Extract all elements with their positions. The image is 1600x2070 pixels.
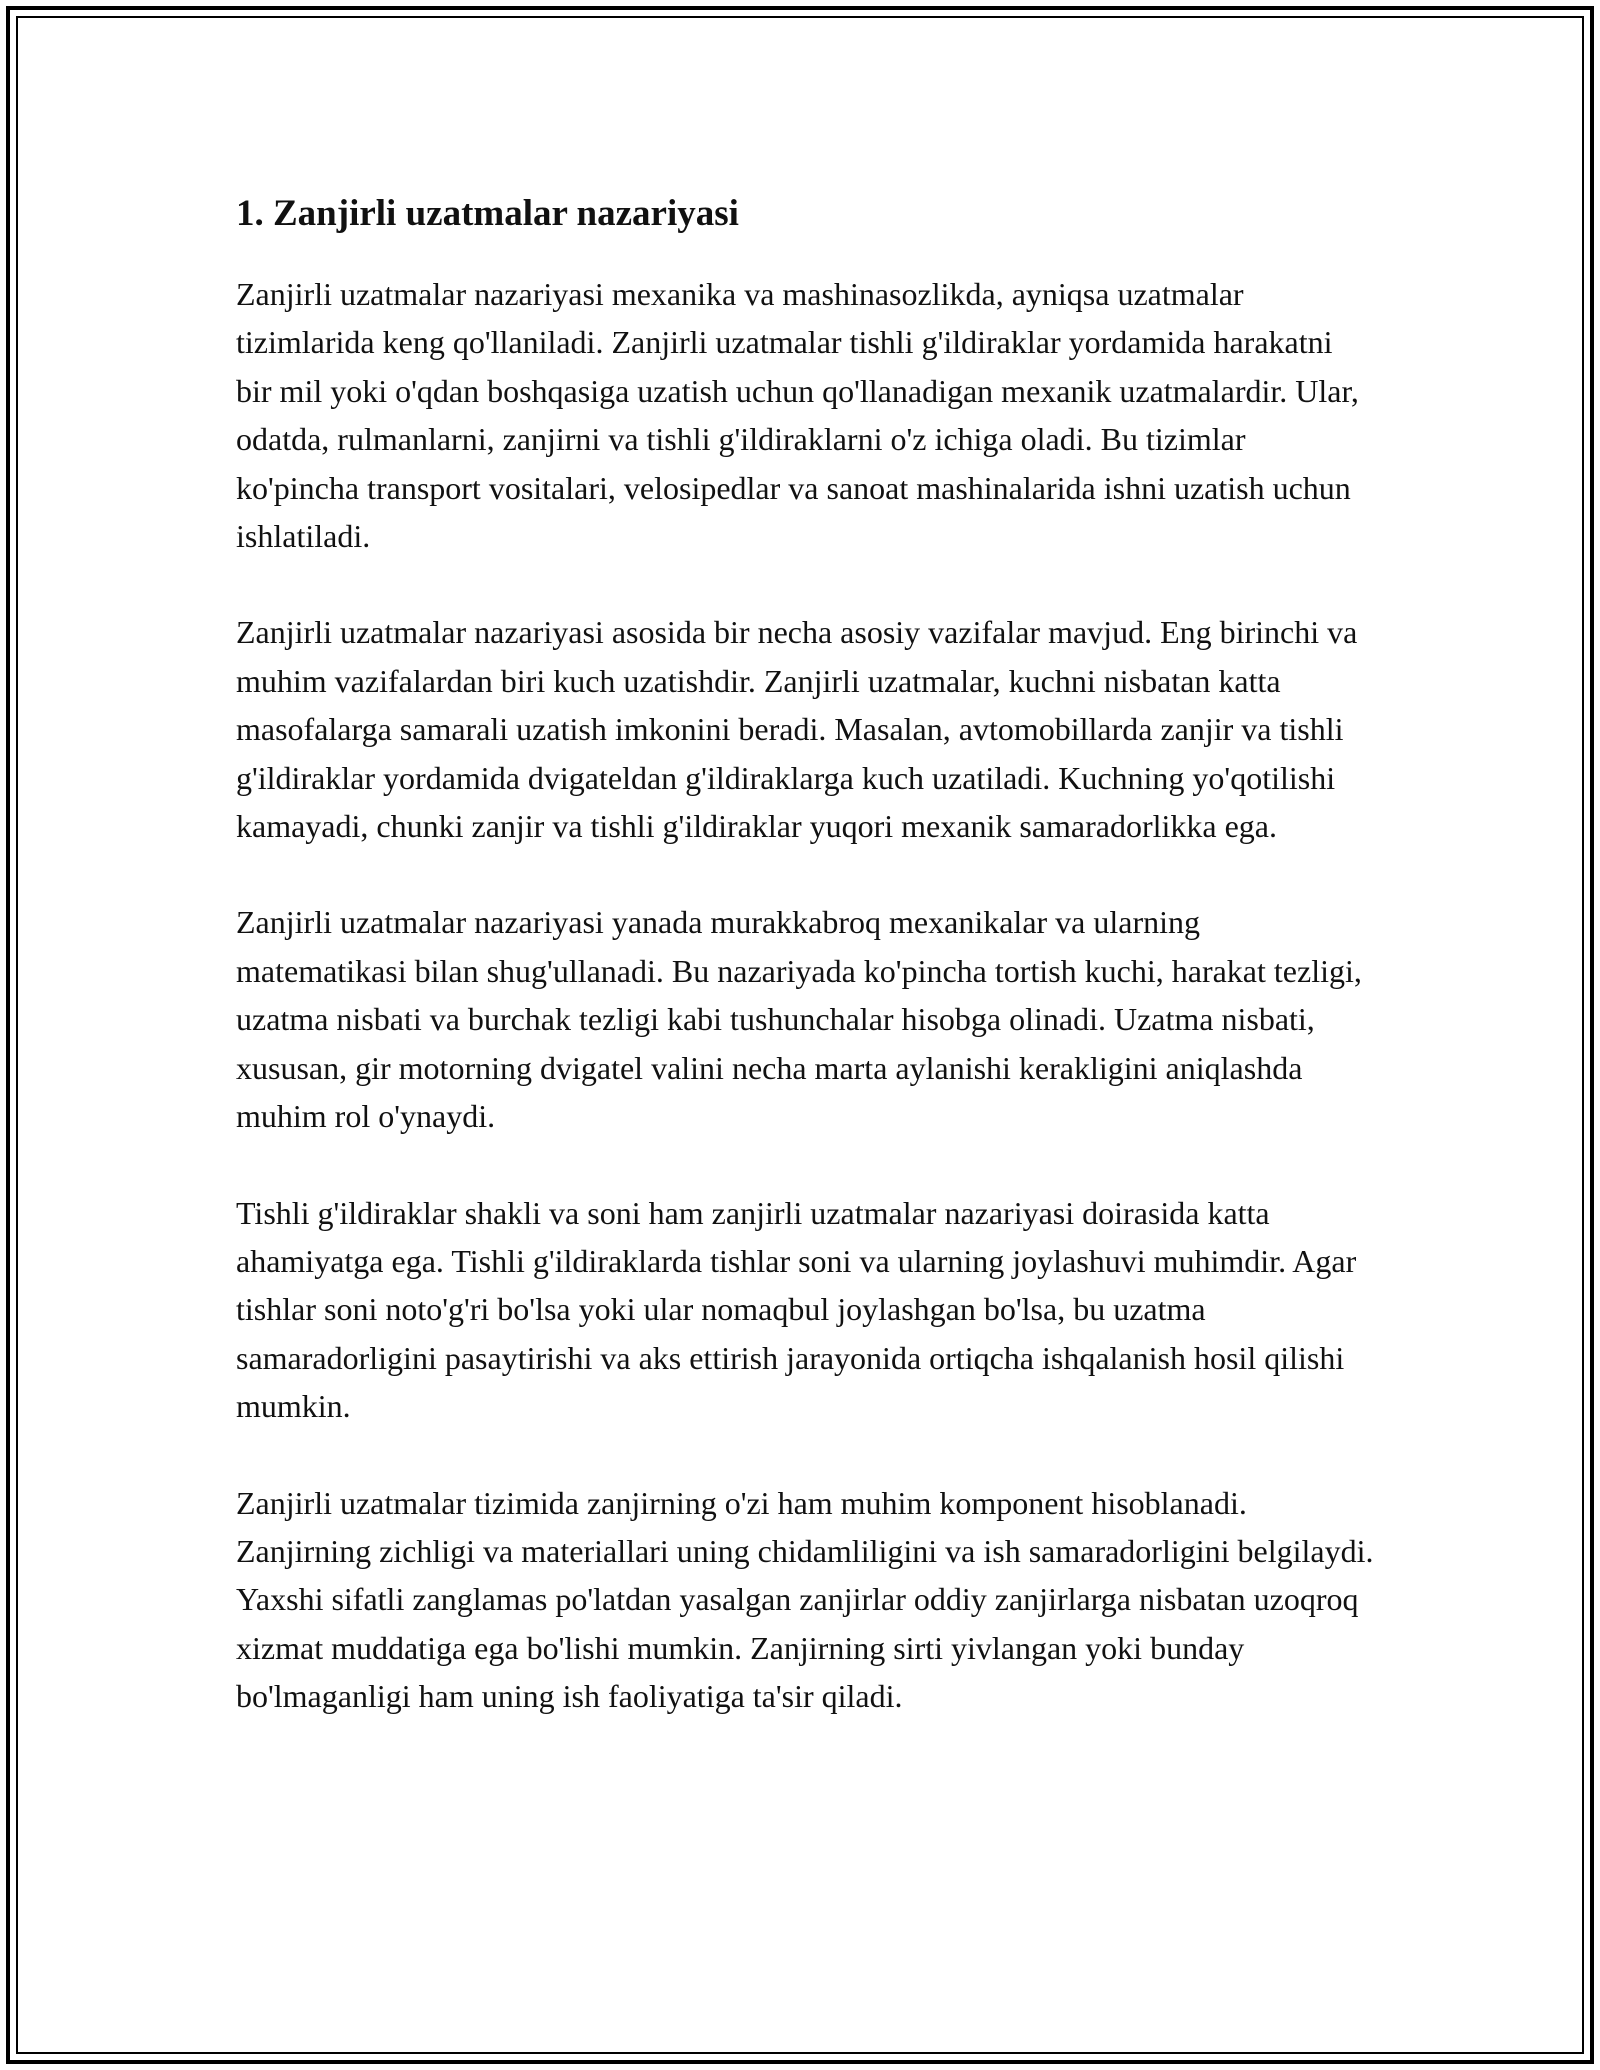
section-heading: 1. Zanjirli uzatmalar nazariyasi [236,193,739,234]
paragraph-2: Zanjirli uzatmalar nazariyasi asosida bir necha asosiy vazifalar mavjud. Eng birinchi va muhim vazifalardan biri kuch uzatishdir. Zanjirli uzatmalar, kuchni nisbatan katta masofalarga samarali uzatish imkonini beradi. Masalan, avtomobillarda zanjir va tishli g'ildiraklar yordamida dvigateldan g'ildiraklarga kuch uzatiladi. Kuchning yo'qotilishi kamayadi, chunki zanjir va tishli g'ildiraklar yuqori mexanik samaradorlikka ega. [236,614,1358,845]
paragraph-4: Tishli g'ildiraklar shakli va soni ham zanjirli uzatmalar nazariyasi doirasida katta ahamiyatga ega. Tishli g'ildiraklarda tishlar soni va ularning joylashuvi muhimdir. Agar tishlar soni noto'g'ri bo'lsa yoki ular nomaqbul joylashgan bo'lsa, bu uzatma samaradorligini pasaytirishi va aks ettirish jarayonida ortiqcha ishqalanish hosil qilishi mumkin. [236,1194,1357,1425]
paragraph-1: Zanjirli uzatmalar nazariyasi mexanika va mashinasozlikda, ayniqsa uzatmalar tizimlarida keng qo'llaniladi. Zanjirli uzatmalar tishli g'ildiraklar yordamida harakatni bir mil yoki o'qdan boshqasiga uzatish uchun qo'llanadigan mexanik uzatmalardir. Ular, odatda, rulmanlarni, zanjirni va tishli g'ildiraklarni o'z ichiga oladi. Bu tizimlar ko'pincha transport vositalari, velosipedlar va sanoat mashinalarida ishni uzatish uchun ishlatiladi. [236,276,1359,555]
paragraph-3: Zanjirli uzatmalar nazariyasi yanada murakkabroq mexanikalar va ularning matematikasi bilan shug'ullanadi. Bu nazariyada ko'pincha tortish kuchi, harakat tezligi, uzatma nisbati va burchak tezligi kabi tushunchalar hisobga olinadi. Uzatma nisbati, xususan, gir motorning dvigatel valini necha marta aylanishi kerakligini aniqlashda muhim rol o'ynaydi. [236,904,1362,1135]
document-body [236,184,1376,1769]
paragraph-5: Zanjirli uzatmalar tizimida zanjirning o'zi ham muhim komponent hisoblanadi. Zanjirning zichligi va materiallari uning chidamliligini va ish samaradorligini belgilaydi. Yaxshi sifatli zanglamas po'latdan yasalgan zanjirlar oddiy zanjirlarga nisbatan uzoqroq xizmat muddatiga ega bo'lishi mumkin. Zanjirning sirti yivlangan yoki bunday bo'lmaganligi ham uning ish faoliyatiga ta'sir qiladi. [236,1484,1374,1715]
